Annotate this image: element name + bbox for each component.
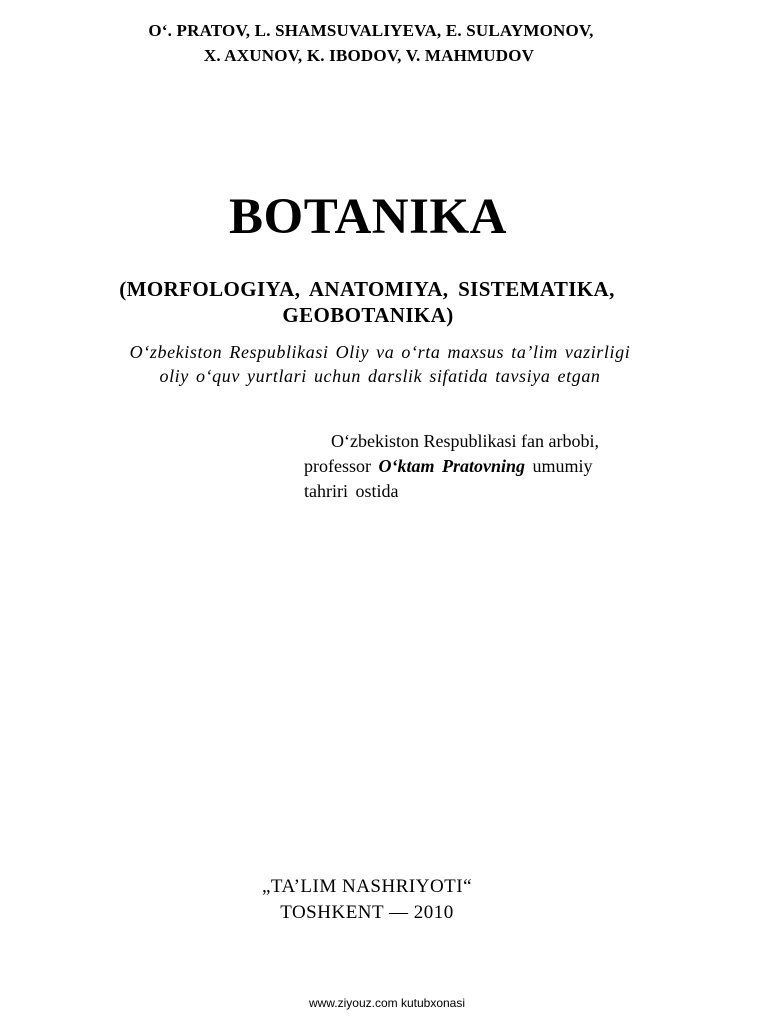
editor-line-2 [304,456,593,477]
editor-line-1: O‘zbekiston Respublikasi fan arbobi, [331,431,599,451]
authors-line-1: O‘. PRATOV, L. SHAMSUVALIYEVA, E. SULAYMONOV, [148,21,594,40]
subtitle-line-2: GEOBOTANIKA) [282,303,454,327]
book-title: BOTANIKA [229,189,507,245]
authors-line-2: X. AXUNOV, K. IBODOV, V. MAHMUDOV [203,46,535,65]
editor-name: O‘ktam Pratovning [378,456,525,476]
subtitle-line-1: (MORFOLOGIYA, ANATOMIYA, SISTEMATIKA, [119,277,615,301]
approval-line-1: O‘zbekiston Respublikasi Oliy va o‘rta maxsus ta’lim vazirligi [129,342,631,362]
editor-title: professor [304,456,371,476]
approval-line-2: oliy o‘quv yurtlari uchun darslik sifatida tavsiya etgan [159,366,601,386]
watermark-text: www.ziyouz.com kutubxonasi [308,996,466,1010]
publisher-name: „TA’LIM NASHRIYOTI“ [261,876,473,897]
editor-line-2-suffix: umumiy [532,456,593,476]
publisher-city-year: TOSHKENT — 2010 [280,902,454,923]
editor-line-3: tahriri ostida [304,481,399,501]
